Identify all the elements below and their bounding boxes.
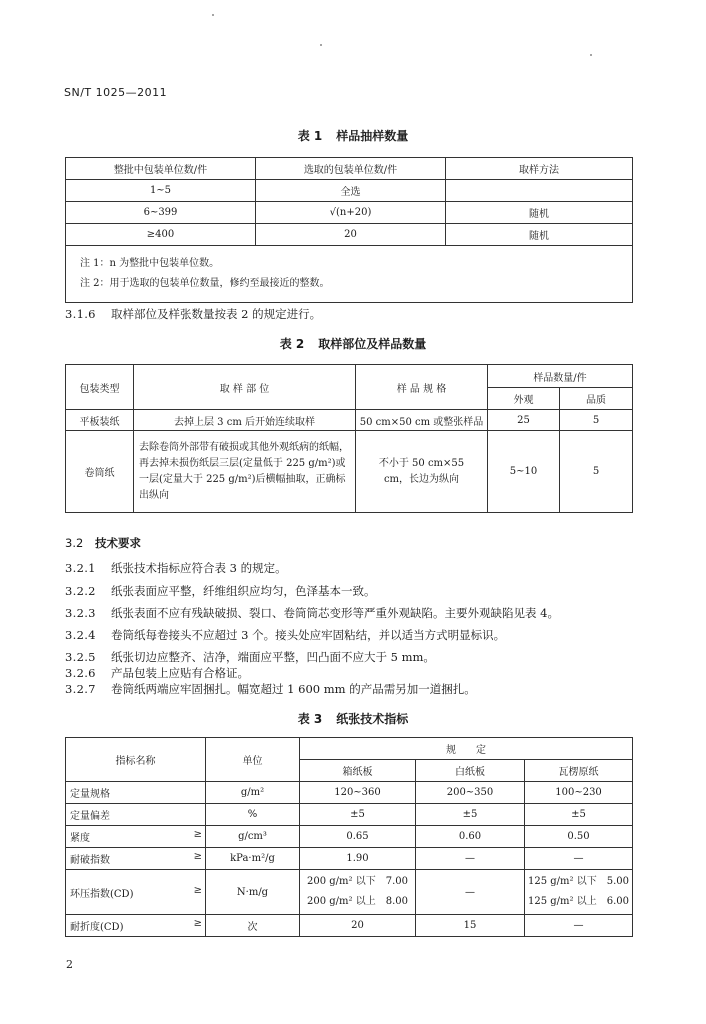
gte-symbol: ≥ <box>193 829 202 840</box>
clause-text: 纸张技术指标应符合表 3 的规定。 <box>111 561 287 575</box>
table3-caption <box>0 710 706 727</box>
table-note: 注 1：n 为整批中包装单位数。 <box>80 258 220 269</box>
table-cell <box>66 915 206 937</box>
table-cell: % <box>206 804 300 826</box>
table-row <box>66 804 633 826</box>
table-cell: 不小于 50 cm×55 cm，长边为纵向 <box>356 431 488 513</box>
table-cell: g/m² <box>206 782 300 804</box>
table2-number: 表 2 <box>279 337 305 351</box>
table-row <box>66 180 633 202</box>
table-cell: 平板装纸 <box>66 410 134 431</box>
table-row <box>66 782 633 804</box>
table-cell: ≥400 <box>66 224 256 246</box>
gte-symbol: ≥ <box>193 851 202 862</box>
table-note: 注 2：用于选取的包装单位数量，修约至最接近的整数。 <box>80 278 330 289</box>
table-cell: 次 <box>206 915 300 937</box>
column-header: 箱纸板 <box>300 760 416 782</box>
table1-title: 样品抽样数量 <box>336 129 409 143</box>
table-cell: 1~5 <box>66 180 256 202</box>
table-cell <box>66 870 206 915</box>
table-cell <box>525 870 633 915</box>
table-cell: 6~399 <box>66 202 256 224</box>
table-cell: — <box>525 915 633 937</box>
table-cell: — <box>416 848 525 870</box>
scan-speck <box>590 54 592 56</box>
clause-text: 纸张表面不应有残缺破损、裂口、卷筒筒芯变形等严重外观缺陷。主要外观缺陷见表 4。 <box>111 606 559 620</box>
table-cell: 0.50 <box>525 826 633 848</box>
table-cell <box>66 782 206 804</box>
table-cell: kPa·m²/g <box>206 848 300 870</box>
index-name: 环压指数(CD) <box>70 888 134 900</box>
table-cell <box>66 826 206 848</box>
column-header: 品质 <box>560 388 633 410</box>
table-cell: 20 <box>300 915 416 937</box>
column-header: 规 定 <box>300 738 633 760</box>
column-header: 外观 <box>488 388 560 410</box>
table-cell: 去掉上层 3 cm 后开始连续取样 <box>134 410 356 431</box>
table-row <box>66 410 633 431</box>
column-header: 样品数量/件 <box>488 365 633 388</box>
table-cell: ±5 <box>416 804 525 826</box>
table-cell: 0.60 <box>416 826 525 848</box>
table-row <box>66 915 633 937</box>
gte-symbol: ≥ <box>193 884 202 896</box>
column-header: 单位 <box>206 738 300 782</box>
section-3-2-heading <box>65 535 141 551</box>
clause-text: 取样部位及样张数量按表 2 的规定进行。 <box>111 307 322 321</box>
index-name: 定量偏差 <box>70 811 110 822</box>
column-header: 取 样 部 位 <box>134 365 356 410</box>
table1-caption <box>0 127 706 144</box>
table-cell: 随机 <box>446 202 633 224</box>
column-header: 白纸板 <box>416 760 525 782</box>
table-notes-row <box>66 246 633 303</box>
table1-number: 表 1 <box>297 129 323 143</box>
section-title: 技术要求 <box>95 536 141 550</box>
table2-title: 取样部位及样品数量 <box>318 337 427 351</box>
table3-number: 表 3 <box>297 712 323 726</box>
page-number: 2 <box>66 958 73 971</box>
column-header: 指标名称 <box>66 738 206 782</box>
table-cell: 0.65 <box>300 826 416 848</box>
clause-text: 卷筒纸两端应牢固捆扎。幅宽超过 1 600 mm 的产品需另加一道捆扎。 <box>111 682 476 696</box>
paragraph-3-2-3 <box>65 605 559 621</box>
table-cell: ±5 <box>525 804 633 826</box>
table-row <box>66 202 633 224</box>
table-cell-line: 200 g/m² 以上 8.00 <box>307 896 408 907</box>
clause-number: 3.1.6 <box>65 307 96 321</box>
table-cell: 1.90 <box>300 848 416 870</box>
table-cell: √(n+20) <box>256 202 446 224</box>
paragraph-3-2-6 <box>65 665 249 681</box>
clause-text: 纸张表面应平整，纤维组织应均匀，色泽基本一致。 <box>111 584 376 598</box>
table-cell-line: 200 g/m² 以下 7.00 <box>307 876 408 887</box>
table-header-row <box>66 158 633 180</box>
table-cell: 5~10 <box>488 431 560 513</box>
table-cell <box>446 180 633 202</box>
paragraph-3-2-7 <box>65 681 476 697</box>
clause-number: 3.2.5 <box>65 650 96 664</box>
clause-number: 3.2.2 <box>65 584 96 598</box>
table-cell: — <box>416 870 525 915</box>
table-cell: 200~350 <box>416 782 525 804</box>
table-cell: 随机 <box>446 224 633 246</box>
table-header-row <box>66 365 633 388</box>
scan-speck <box>212 14 214 16</box>
table-row <box>66 848 633 870</box>
table-cell-line: 125 g/m² 以下 5.00 <box>528 876 629 887</box>
table-row <box>66 870 633 915</box>
clause-number: 3.2.6 <box>65 666 96 680</box>
table-cell: 去除卷筒外部带有破损或其他外观纸病的纸幅，再去掉未损伤纸层三层(定量低于 225 g/m²)或一层(定量大于 225 g/m²)后横幅抽取，正确标出纵向 <box>134 431 356 513</box>
sampling-quantity-table <box>65 157 633 303</box>
table-cell: N·m/g <box>206 870 300 915</box>
scan-speck <box>320 44 322 46</box>
clause-text: 卷筒纸每卷接头不应超过 3 个。接头处应牢固粘结，并以适当方式明显标识。 <box>111 628 506 642</box>
table2-caption <box>0 335 706 352</box>
table-cell: g/cm³ <box>206 826 300 848</box>
index-name: 紧度 <box>70 833 90 844</box>
clause-text: 纸张切边应整齐、洁净，端面应平整，凹凸面不应大于 5 mm。 <box>111 650 435 664</box>
table-cell: 120~360 <box>300 782 416 804</box>
table-row <box>66 826 633 848</box>
table-cell <box>66 848 206 870</box>
paragraph-3-1-6 <box>65 306 321 322</box>
sampling-position-table <box>65 364 633 513</box>
paragraph-3-2-4 <box>65 627 505 643</box>
table3-title: 纸张技术指标 <box>336 712 409 726</box>
clause-text: 产品包装上应贴有合格证。 <box>111 666 249 680</box>
table-cell: 5 <box>560 431 633 513</box>
table-cell: — <box>525 848 633 870</box>
column-header: 选取的包装单位数/件 <box>256 158 446 180</box>
paper-technical-index-table <box>65 737 633 937</box>
paragraph-3-2-1 <box>65 560 287 576</box>
clause-number: 3.2.1 <box>65 561 96 575</box>
table-cell: 15 <box>416 915 525 937</box>
index-name: 耐折度(CD) <box>70 922 124 933</box>
table-cell: 5 <box>560 410 633 431</box>
table-cell-line: 125 g/m² 以上 6.00 <box>528 896 629 907</box>
clause-number: 3.2.4 <box>65 628 96 642</box>
table-cell: 全选 <box>256 180 446 202</box>
paragraph-3-2-5 <box>65 649 435 665</box>
column-header: 包装类型 <box>66 365 134 410</box>
table-cell: ±5 <box>300 804 416 826</box>
standard-code-header: SN/T 1025—2011 <box>64 86 168 99</box>
paragraph-3-2-2 <box>65 583 376 599</box>
clause-number: 3.2.3 <box>65 606 96 620</box>
table-notes <box>66 246 633 303</box>
table-cell: 100~230 <box>525 782 633 804</box>
table-cell: 20 <box>256 224 446 246</box>
table-cell: 25 <box>488 410 560 431</box>
table-row <box>66 431 633 513</box>
column-header: 整批中包装单位数/件 <box>66 158 256 180</box>
section-number: 3.2 <box>65 536 84 550</box>
column-header: 取样方法 <box>446 158 633 180</box>
index-name: 定量规格 <box>70 789 110 800</box>
clause-number: 3.2.7 <box>65 682 96 696</box>
table-cell <box>300 870 416 915</box>
column-header: 样 品 规 格 <box>356 365 488 410</box>
gte-symbol: ≥ <box>193 918 202 929</box>
table-cell: 50 cm×50 cm 或整张样品 <box>356 410 488 431</box>
table-cell: 卷筒纸 <box>66 431 134 513</box>
column-header: 瓦楞原纸 <box>525 760 633 782</box>
index-name: 耐破指数 <box>70 855 110 866</box>
table-cell <box>66 804 206 826</box>
table-header-row <box>66 738 633 760</box>
table-row <box>66 224 633 246</box>
